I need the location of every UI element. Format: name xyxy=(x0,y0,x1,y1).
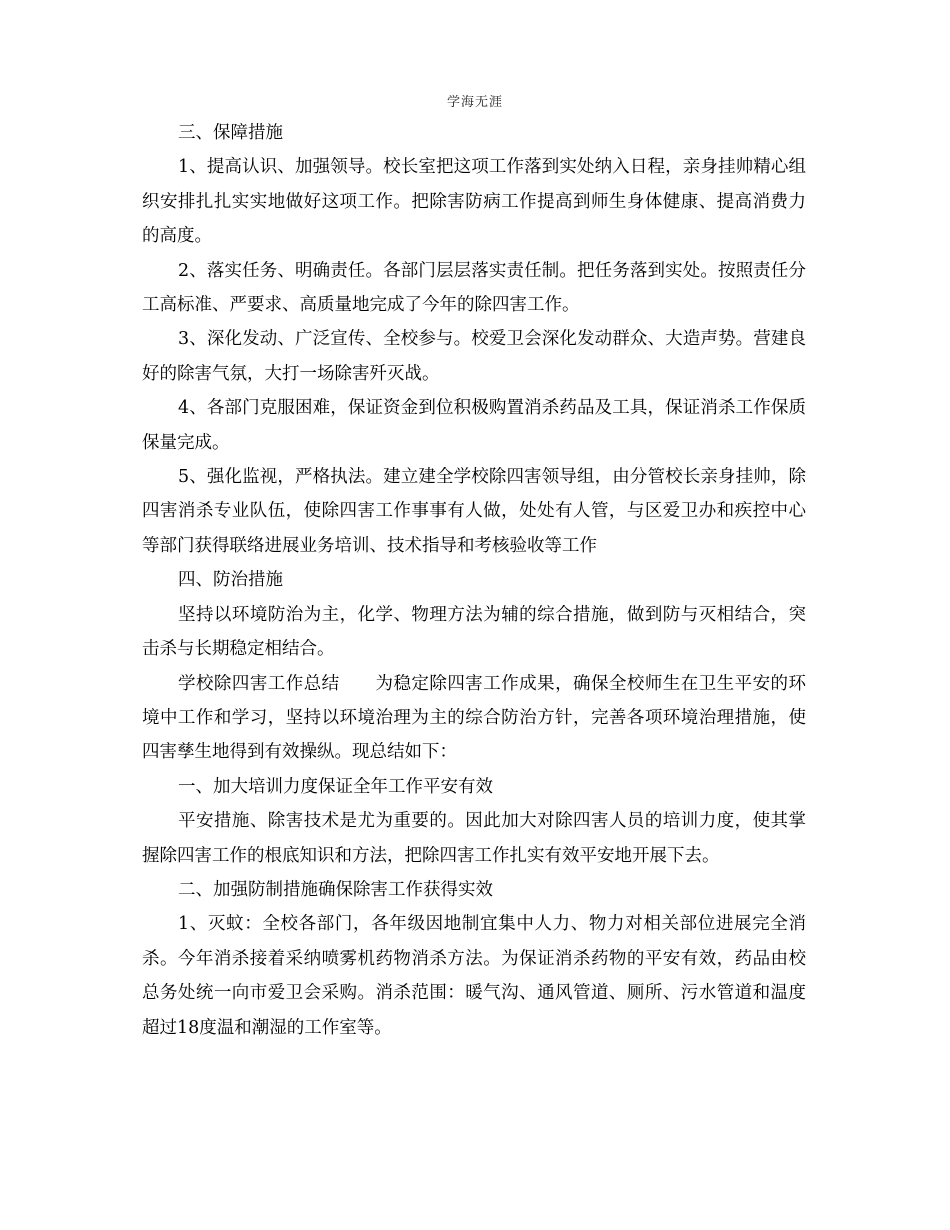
paragraph: 学校除四害工作总结 为稳定除四害工作成果，确保全校师生在卫生平安的环境中工作和学习，坚持以环境治理为主的综合防治方针，完善各项环境治理措施，使四害孳生地得到有效操纵。现总结如下： xyxy=(142,673,806,763)
paragraph: 5、强化监视，严格执法。建立建全学校除四害领导组，由分管校长亲身挂帅，除四害消杀专业队伍，使除四害工作事事有人做，处处有人管，与区爱卫办和疾控中心等部门获得联络进展业务培训、技术指导和考核验收等工作 xyxy=(142,467,806,556)
paragraph: 2、落实任务、明确责任。各部门层层落实责任制。把任务落到实处。按照责任分工高标准、严要求、高质量地完成了今年的除四害工作。 xyxy=(142,260,806,316)
section-heading-prevention-measures: 四、防治措施 xyxy=(178,570,283,591)
page-header: 学海无涯 xyxy=(446,95,503,110)
paragraph: 坚持以环境防治为主，化学、物理方法为辅的综合措施，做到防与灭相结合，突击杀与长期稳定相结合。 xyxy=(142,604,806,660)
section-heading-safeguard-measures: 三、保障措施 xyxy=(178,123,283,143)
document-body xyxy=(142,116,806,1045)
section-heading-training: 一、加大培训力度保证全年工作平安有效 xyxy=(178,776,493,797)
paragraph: 3、深化发动、广泛宣传、全校参与。校爱卫会深化发动群众、大造声势。营建良好的除害气氛，大打一场除害歼灭战。 xyxy=(142,329,806,384)
paragraph: 1、灭蚊：全校各部门，各年级因地制宜集中人力、物力对相关部位进展完全消杀。今年消杀接着采纳喷雾机药物消杀方法。为保证消杀药物的平安有效，药品由校总务处统一向市爱卫会采购。消杀范围：暖气沟、通风管道、厕所、污水管道和温度超过18度温和潮湿的工作室等。 xyxy=(142,914,806,1038)
paragraph: 1、提高认识、加强领导。校长室把这项工作落到实处纳入日程，亲身挂帅精心组织安排扎扎实实地做好这项工作。把除害防病工作提高到师生身体健康、提高消费力的高度。 xyxy=(142,157,806,247)
section-heading-control-measures: 二、加强防制措施确保除害工作获得实效 xyxy=(178,879,493,900)
paragraph: 4、各部门克服困难，保证资金到位积极购置消杀药品及工具，保证消杀工作保质保量完成。 xyxy=(142,398,806,453)
paragraph: 平安措施、除害技术是尤为重要的。因此加大对除四害人员的培训力度，使其掌握除四害工作的根底知识和方法，把除四害工作扎实有效平安地开展下去。 xyxy=(142,811,806,866)
